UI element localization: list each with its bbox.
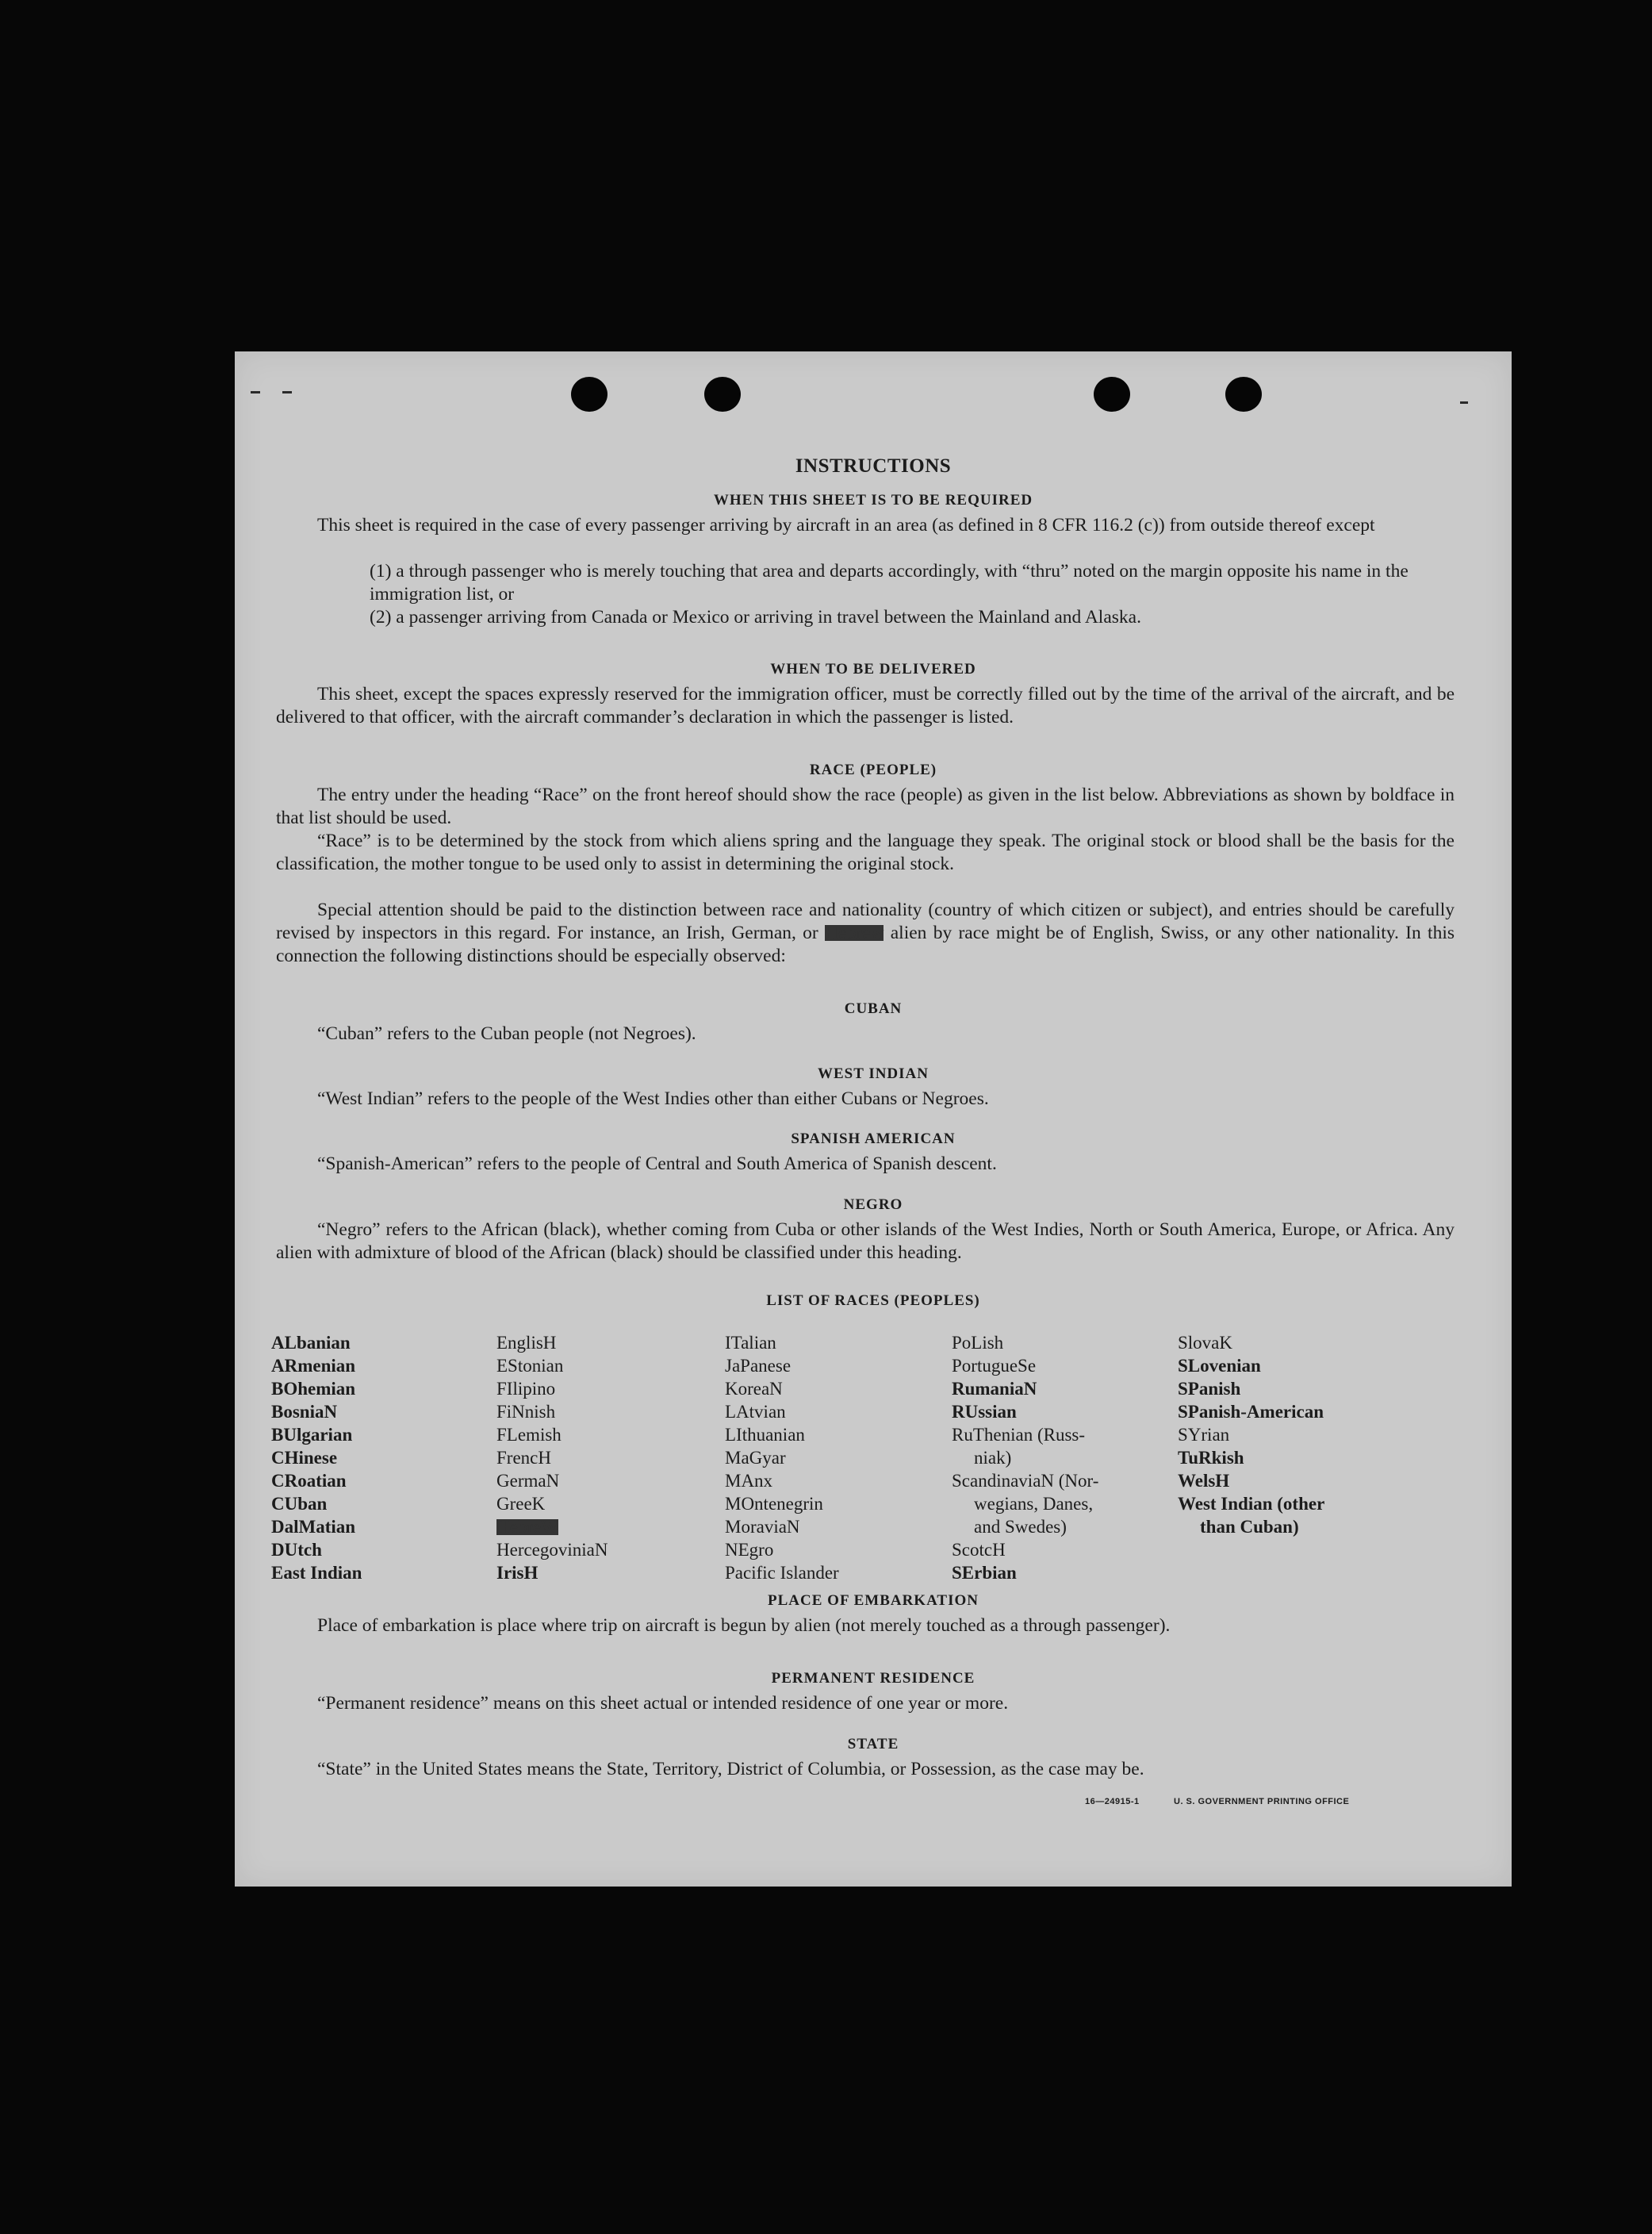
- heading-state: STATE: [847, 1736, 899, 1752]
- races-column-4: [952, 1331, 1098, 1584]
- race-entry: IrisH: [496, 1563, 539, 1583]
- race-entry: MAnx: [725, 1471, 773, 1491]
- race-entry: SPanish: [1178, 1379, 1241, 1399]
- races-column-3: [725, 1331, 839, 1584]
- race-entry: MOntenegrin: [725, 1494, 823, 1514]
- struck-out-word: Hebrew: [825, 923, 884, 943]
- race-entry: CHinese: [271, 1448, 338, 1468]
- exception-item-1: (1) a through passenger who is merely touching that area and departs accordingly, with “thru” noted on the margin opposite his name in the immigration list, or: [370, 561, 1409, 605]
- race-entry: KoreaN: [725, 1379, 783, 1399]
- heading-race: RACE (PEOPLE): [809, 762, 937, 778]
- race-paragraph-3: Special attention should be paid to the distinction between race and nationality (country of which citizen or subject), and entries should be carefully revised by inspectors in this regard. For instance, an Irish, German, or Hebrew alien by race might be of English, Swiss, or any other nationality. In this connection the following distinctions should be especially observed:: [276, 900, 1455, 966]
- race-entry: JaPanese: [725, 1356, 792, 1376]
- race-entry-continued: niak): [974, 1448, 1012, 1468]
- when-delivered-text: This sheet, except the spaces expressly reserved for the immigration officer, must be correctly filled out by the time of the arrival of the aircraft, and be delivered to that officer, with the aircraft commander’s declaration in which the passenger is listed.: [276, 684, 1455, 727]
- race-entry: BOhemian: [271, 1379, 356, 1399]
- race-entry: GermaN: [496, 1471, 560, 1491]
- race-entry-continued: wegians, Danes,: [974, 1494, 1094, 1514]
- heading-when-delivered: WHEN TO BE DELIVERED: [770, 661, 976, 677]
- race-entry: SErbian: [952, 1563, 1017, 1583]
- heading-cuban: CUBAN: [844, 1000, 903, 1017]
- race-entry: RuThenian (Russ-: [952, 1425, 1086, 1445]
- scan-mark: [1460, 401, 1468, 404]
- document-page: [235, 351, 1512, 1887]
- race-entry-struck: HebreW: [496, 1517, 558, 1537]
- heading-when-required: WHEN THIS SHEET IS TO BE REQUIRED: [713, 492, 1033, 509]
- race-entry: ITalian: [725, 1333, 776, 1353]
- race-entry: SYrian: [1178, 1425, 1230, 1445]
- race-entry: EnglisH: [496, 1333, 557, 1353]
- race-entry: HercegoviniaN: [496, 1540, 608, 1560]
- race-entry: ScandinaviaN (Nor-: [952, 1471, 1099, 1491]
- race-entry: FiNnish: [496, 1402, 556, 1422]
- race-entry: RumaniaN: [952, 1379, 1037, 1399]
- race-entry-continued: than Cuban): [1200, 1517, 1299, 1537]
- race-entry: CUban: [271, 1494, 328, 1514]
- race-entry: FIlipino: [496, 1379, 556, 1399]
- race-entry: NEgro: [725, 1540, 774, 1560]
- heading-west-indian: WEST INDIAN: [818, 1065, 929, 1082]
- heading-permanent-residence: PERMANENT RESIDENCE: [771, 1670, 975, 1687]
- punch-hole: [1094, 377, 1130, 412]
- printer-credit: U. S. GOVERNMENT PRINTING OFFICE: [1174, 1797, 1350, 1806]
- race-entry: DalMatian: [271, 1517, 356, 1537]
- spanish-american-text: “Spanish-American” refers to the people of Central and South America of Spanish descent.: [317, 1153, 997, 1174]
- scan-mark: [282, 391, 292, 393]
- residence-text: “Permanent residence” means on this sheet actual or intended residence of one year or more.: [317, 1693, 1009, 1714]
- scan-mark: [251, 391, 260, 393]
- race-entry: MoraviaN: [725, 1517, 800, 1537]
- cuban-text: “Cuban” refers to the Cuban people (not Negroes).: [317, 1023, 696, 1044]
- races-column-5: [1178, 1331, 1324, 1538]
- punch-hole: [571, 377, 608, 412]
- race-entry: TuRkish: [1178, 1448, 1244, 1468]
- heading-list-of-races: LIST OF RACES (PEOPLES): [766, 1292, 980, 1309]
- race-entry: West Indian (other: [1178, 1494, 1325, 1514]
- exception-item-2: (2) a passenger arriving from Canada or Mexico or arriving in travel between the Mainland and Alaska.: [370, 607, 1141, 628]
- race-entry: FrencH: [496, 1448, 551, 1468]
- heading-embarkation: PLACE OF EMBARKATION: [768, 1592, 979, 1609]
- embarkation-text: Place of embarkation is place where trip on aircraft is begun by alien (not merely touched as a through passenger).: [317, 1615, 1171, 1636]
- heading-negro: NEGRO: [843, 1196, 903, 1213]
- race-entry: DUtch: [271, 1540, 322, 1560]
- race-paragraph-2: “Race” is to be determined by the stock from which aliens spring and the language they speak. The original stock or blood shall be the basis for the classification, the mother tongue to be used only to assist in determining the original stock.: [276, 831, 1455, 874]
- race-entry: Pacific Islander: [725, 1563, 839, 1583]
- form-code: 16—24915-1: [1085, 1797, 1140, 1806]
- race-entry: SPanish-American: [1178, 1402, 1324, 1422]
- race-entry: FLemish: [496, 1425, 562, 1445]
- race-entry: EStonian: [496, 1356, 564, 1376]
- races-column-1: [271, 1331, 362, 1584]
- races-column-2: [496, 1331, 608, 1584]
- race-entry: PoLish: [952, 1333, 1004, 1353]
- race-entry: ARmenian: [271, 1356, 356, 1376]
- race-entry: GreeK: [496, 1494, 546, 1514]
- race-entry: ALbanian: [271, 1333, 351, 1353]
- race-entry: ScotcH: [952, 1540, 1006, 1560]
- race-entry: CRoatian: [271, 1471, 347, 1491]
- when-required-intro: This sheet is required in the case of every passenger arriving by aircraft in an area (as defined in 8 CFR 116.2 (c)) from outside thereof except: [317, 515, 1375, 535]
- page-title: INSTRUCTIONS: [795, 455, 952, 477]
- race-entry: BosniaN: [271, 1402, 338, 1422]
- heading-spanish-american: SPANISH AMERICAN: [791, 1130, 956, 1147]
- race-entry: East Indian: [271, 1563, 362, 1583]
- race-entry: SLovenian: [1178, 1356, 1261, 1376]
- race-entry: WelsH: [1178, 1471, 1230, 1491]
- negro-text: “Negro” refers to the African (black), whether coming from Cuba or other islands of the West Indies, North or South America, Europe, or Africa. Any alien with admixture of blood of the African (black) should be classified under this heading.: [276, 1219, 1455, 1263]
- race-entry: PortugueSe: [952, 1356, 1037, 1376]
- race-entry: LIthuanian: [725, 1425, 805, 1445]
- race-paragraph-1: The entry under the heading “Race” on the front hereof should show the race (people) as given in the list below. Abbreviations as shown by boldface in that list should be used.: [276, 785, 1455, 828]
- race-entry: SlovaK: [1178, 1333, 1232, 1353]
- race-entry: MaGyar: [725, 1448, 786, 1468]
- race-entry: BUlgarian: [271, 1425, 353, 1445]
- race-entry: LAtvian: [725, 1402, 786, 1422]
- west-indian-text: “West Indian” refers to the people of the West Indies other than either Cubans or Negroes.: [317, 1088, 989, 1109]
- punch-hole: [1225, 377, 1262, 412]
- punch-hole: [704, 377, 741, 412]
- race-entry: RUssian: [952, 1402, 1017, 1422]
- race-entry-continued: and Swedes): [974, 1517, 1067, 1537]
- state-text: “State” in the United States means the State, Territory, District of Columbia, or Possession, as the case may be.: [317, 1759, 1144, 1779]
